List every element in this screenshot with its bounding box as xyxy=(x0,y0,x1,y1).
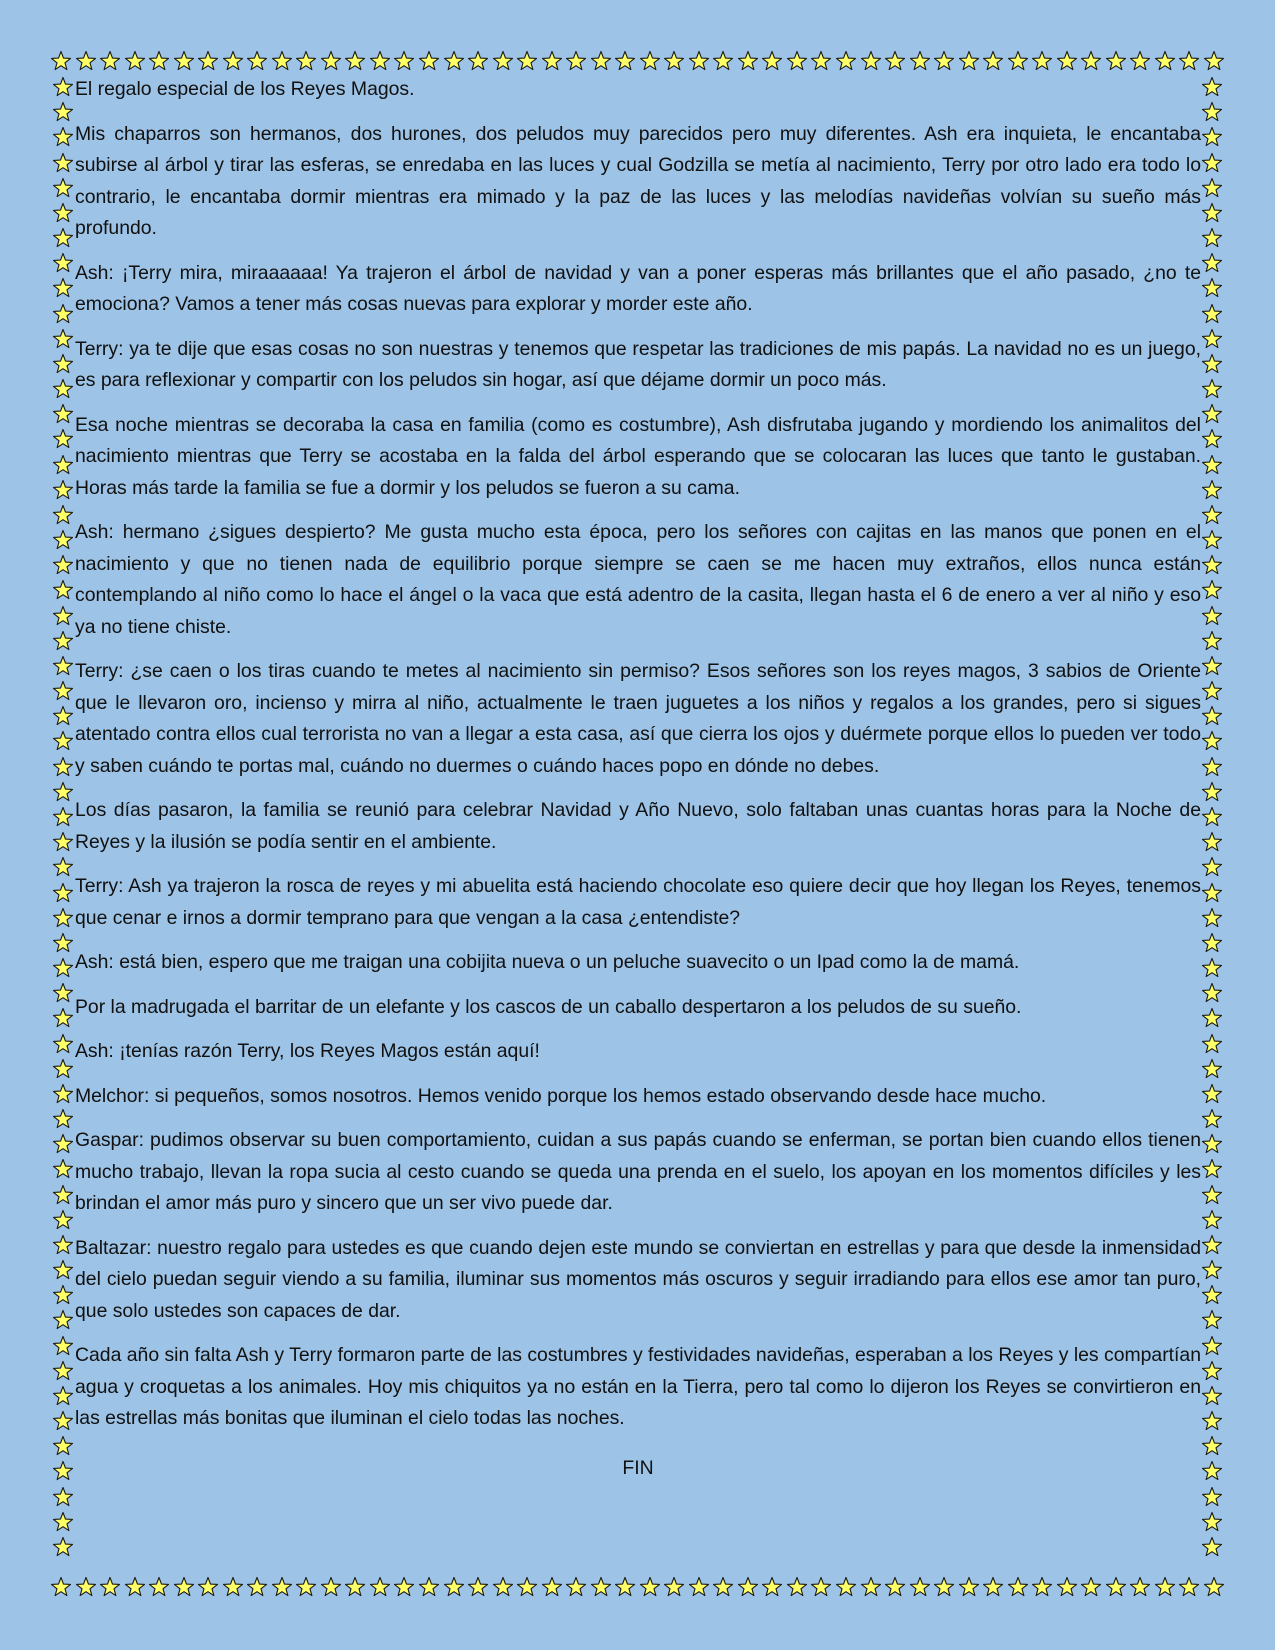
story-body xyxy=(75,74,1201,1497)
star-icon xyxy=(1105,50,1127,72)
star-icon xyxy=(884,50,906,72)
star-icon xyxy=(1201,529,1223,551)
star-icon xyxy=(99,1576,121,1598)
star-icon xyxy=(52,1133,74,1155)
star-icon xyxy=(320,1576,342,1598)
star-icon xyxy=(1201,1460,1223,1482)
star-icon xyxy=(933,1576,955,1598)
star-icon xyxy=(50,1576,72,1598)
star-icon xyxy=(1201,705,1223,727)
star-icon xyxy=(786,50,808,72)
star-icon xyxy=(1201,932,1223,954)
star-icon xyxy=(663,50,685,72)
star-icon xyxy=(52,177,74,199)
star-icon xyxy=(50,50,72,72)
story-paragraph: Ash: ¡Terry mira, miraaaaaa! Ya trajeron el árbol de navidad y van a poner esperas más brillantes que el año pasado, ¿no te emociona? Vamos a tener más cosas nuevas para explorar y morder este año. xyxy=(75,261,1201,315)
star-icon xyxy=(1201,1284,1223,1306)
story-paragraph: Melchor: si pequeños, somos nosotros. Hemos venido porque los hemos estado observando desde hace mucho. xyxy=(75,1084,1047,1107)
star-icon xyxy=(52,1486,74,1508)
star-icon xyxy=(1201,831,1223,853)
star-icon xyxy=(52,579,74,601)
star-icon xyxy=(52,1234,74,1256)
star-icon xyxy=(52,378,74,400)
star-icon xyxy=(516,50,538,72)
star-icon xyxy=(443,50,465,72)
star-icon xyxy=(1201,177,1223,199)
star-icon xyxy=(786,1576,808,1598)
star-icon xyxy=(52,806,74,828)
star-icon xyxy=(1201,554,1223,576)
star-icon xyxy=(1201,353,1223,375)
star-icon xyxy=(1201,1184,1223,1206)
story-ending: FIN xyxy=(622,1456,654,1479)
star-icon xyxy=(1201,1511,1223,1533)
star-icon xyxy=(99,50,121,72)
star-icon xyxy=(52,1435,74,1457)
star-icon xyxy=(1201,655,1223,677)
star-icon xyxy=(52,1410,74,1432)
star-icon xyxy=(909,1576,931,1598)
star-icon xyxy=(52,781,74,803)
star-icon xyxy=(418,50,440,72)
star-icon xyxy=(124,1576,146,1598)
star-icon xyxy=(541,1576,563,1598)
star-icon xyxy=(1201,1007,1223,1029)
star-icon xyxy=(52,705,74,727)
star-icon xyxy=(52,630,74,652)
star-icon xyxy=(1129,1576,1151,1598)
star-icon xyxy=(295,50,317,72)
star-icon xyxy=(663,1576,685,1598)
star-icon xyxy=(52,303,74,325)
story-paragraph: Terry: Ash ya trajeron la rosca de reyes y mi abuelita está haciendo chocolate eso quiere decir que hoy llegan los Reyes, tenemos que cenar e irnos a dormir temprano para que vengan a la casa ¿entendiste? xyxy=(75,875,1201,929)
star-icon xyxy=(52,1158,74,1180)
star-icon xyxy=(52,328,74,350)
star-icon xyxy=(1201,227,1223,249)
star-icon xyxy=(1201,1033,1223,1055)
star-icon xyxy=(1178,1576,1200,1598)
star-icon xyxy=(52,504,74,526)
star-icon xyxy=(1201,277,1223,299)
star-icon xyxy=(1201,428,1223,450)
star-icon xyxy=(860,50,882,72)
star-icon xyxy=(1056,1576,1078,1598)
star-icon xyxy=(467,50,489,72)
star-icon xyxy=(1201,504,1223,526)
star-icon xyxy=(1201,907,1223,929)
star-icon xyxy=(1201,403,1223,425)
star-icon xyxy=(712,1576,734,1598)
story-paragraph: Ash: ¡tenías razón Terry, los Reyes Magos están aquí! xyxy=(75,1040,540,1062)
star-icon xyxy=(1201,1486,1223,1508)
star-icon xyxy=(1031,1576,1053,1598)
star-icon xyxy=(1201,1234,1223,1256)
star-icon xyxy=(1201,806,1223,828)
star-icon xyxy=(1201,781,1223,803)
star-icon xyxy=(810,50,832,72)
story-paragraph: Terry: ya te dije que esas cosas no son nuestras y tenemos que respetar las tradiciones de mis papás. La navidad no es un juego, es para reflexionar y compartir con los peludos sin hogar, así que déjame dormir un poco más. xyxy=(75,337,1201,391)
star-icon xyxy=(52,101,74,123)
star-icon xyxy=(52,907,74,929)
star-icon xyxy=(884,1576,906,1598)
star-icon xyxy=(52,1536,74,1558)
star-icon xyxy=(1201,1058,1223,1080)
star-border-right xyxy=(1199,76,1225,1558)
star-icon xyxy=(52,1184,74,1206)
star-icon xyxy=(52,932,74,954)
star-icon xyxy=(1201,957,1223,979)
star-icon xyxy=(516,1576,538,1598)
star-icon xyxy=(197,1576,219,1598)
star-icon xyxy=(1105,1576,1127,1598)
star-icon xyxy=(1201,630,1223,652)
star-icon xyxy=(1129,50,1151,72)
star-icon xyxy=(1201,680,1223,702)
star-icon xyxy=(52,454,74,476)
star-icon xyxy=(246,50,268,72)
star-icon xyxy=(52,655,74,677)
star-icon xyxy=(1201,1410,1223,1432)
star-icon xyxy=(590,1576,612,1598)
star-icon xyxy=(124,50,146,72)
star-icon xyxy=(1201,1158,1223,1180)
star-icon xyxy=(52,756,74,778)
star-icon xyxy=(1201,378,1223,400)
star-icon xyxy=(737,50,759,72)
star-icon xyxy=(1201,730,1223,752)
star-icon xyxy=(761,50,783,72)
star-icon xyxy=(52,957,74,979)
story-paragraph: Terry: ¿se caen o los tiras cuando te metes al nacimiento sin permiso? Esos señores son los reyes magos, 3 sabios de Oriente que le llevaron oro, incienso y mirra al niño, actualmente le traen juguetes a los niños y regalos a los grandes, pero si sigues atentado contra ellos cual terrorista no van a llegar a esta casa, así que cierra los ojos y duérmete porque ellos lo pueden ver todo y saben cuándo te portas mal, cuándo no duermes o cuándo haces popo en dónde no debes. xyxy=(75,660,1201,777)
star-border-left xyxy=(50,76,76,1558)
star-icon xyxy=(52,1083,74,1105)
star-icon xyxy=(860,1576,882,1598)
star-icon xyxy=(52,1259,74,1281)
star-icon xyxy=(1154,50,1176,72)
star-icon xyxy=(1201,1083,1223,1105)
star-icon xyxy=(52,152,74,174)
star-icon xyxy=(1203,1576,1225,1598)
star-icon xyxy=(1080,1576,1102,1598)
star-icon xyxy=(52,529,74,551)
story-paragraph: Baltazar: nuestro regalo para ustedes es que cuando dejen este mundo se conviertan en estrellas y para que desde la inmensidad del cielo puedan seguir viendo a su familia, iluminar sus momentos más oscuros y seguir irradiando para ellos ese amor tan puro, que solo ustedes son capaces de dar. xyxy=(75,1236,1201,1322)
star-icon xyxy=(909,50,931,72)
star-icon xyxy=(52,680,74,702)
star-icon xyxy=(246,1576,268,1598)
star-icon xyxy=(590,50,612,72)
star-icon xyxy=(1201,882,1223,904)
star-icon xyxy=(52,605,74,627)
star-icon xyxy=(52,856,74,878)
star-icon xyxy=(222,1576,244,1598)
star-icon xyxy=(1080,50,1102,72)
star-icon xyxy=(1201,605,1223,627)
star-icon xyxy=(1201,303,1223,325)
star-icon xyxy=(1201,1108,1223,1130)
star-icon xyxy=(1203,50,1225,72)
star-icon xyxy=(369,1576,391,1598)
star-icon xyxy=(1007,1576,1029,1598)
star-icon xyxy=(639,50,661,72)
star-icon xyxy=(344,50,366,72)
star-icon xyxy=(52,882,74,904)
star-icon xyxy=(52,554,74,576)
star-icon xyxy=(1154,1576,1176,1598)
star-icon xyxy=(443,1576,465,1598)
star-icon xyxy=(541,50,563,72)
star-icon xyxy=(52,252,74,274)
star-icon xyxy=(52,1309,74,1331)
star-icon xyxy=(614,50,636,72)
star-icon xyxy=(639,1576,661,1598)
star-icon xyxy=(197,50,219,72)
star-icon xyxy=(52,227,74,249)
star-icon xyxy=(52,277,74,299)
star-icon xyxy=(52,1033,74,1055)
story-paragraph: Esa noche mientras se decoraba la casa en familia (como es costumbre), Ash disfrutaba jugando y mordiendo los animalitos del nacimiento mientras que Terry se acostaba en la falda del árbol esperando que se colocaran las luces que tanto le gustaban. Horas más tarde la familia se fue a dormir y los peludos se fueron a su cama. xyxy=(75,413,1201,499)
star-icon xyxy=(271,50,293,72)
star-icon xyxy=(52,202,74,224)
star-icon xyxy=(1201,252,1223,274)
star-icon xyxy=(467,1576,489,1598)
star-icon xyxy=(737,1576,759,1598)
star-icon xyxy=(52,1108,74,1130)
star-icon xyxy=(1201,1335,1223,1357)
star-icon xyxy=(1201,1360,1223,1382)
star-icon xyxy=(52,1058,74,1080)
star-icon xyxy=(1201,479,1223,501)
star-icon xyxy=(958,1576,980,1598)
star-icon xyxy=(271,1576,293,1598)
star-icon xyxy=(1201,756,1223,778)
star-icon xyxy=(614,1576,636,1598)
star-icon xyxy=(1056,50,1078,72)
star-icon xyxy=(52,1460,74,1482)
star-icon xyxy=(1201,982,1223,1004)
star-icon xyxy=(1201,1309,1223,1331)
star-border-top xyxy=(50,48,1225,74)
story-paragraph: Cada año sin falta Ash y Terry formaron parte de las costumbres y festividades navideñas, esperaban a los Reyes y les compartían agua y croquetas a los animales. Hoy mis chiquitos ya no están en la Tierra, pero tal como lo dijeron los Reyes se convirtieron en las estrellas más bonitas que iluminan el cielo todas las noches. xyxy=(75,1344,1201,1429)
star-icon xyxy=(52,126,74,148)
star-icon xyxy=(1201,328,1223,350)
star-icon xyxy=(52,479,74,501)
star-icon xyxy=(52,1007,74,1029)
star-icon xyxy=(52,1511,74,1533)
star-icon xyxy=(222,50,244,72)
star-icon xyxy=(958,50,980,72)
star-icon xyxy=(1201,1385,1223,1407)
story-paragraph: Por la madrugada el barritar de un elefante y los cascos de un caballo despertaron a los peludos de su sueño. xyxy=(75,995,1022,1018)
star-icon xyxy=(810,1576,832,1598)
star-icon xyxy=(982,1576,1004,1598)
star-icon xyxy=(173,50,195,72)
star-icon xyxy=(1201,1209,1223,1231)
star-icon xyxy=(75,50,97,72)
star-icon xyxy=(565,50,587,72)
star-icon xyxy=(148,50,170,72)
star-icon xyxy=(52,1360,74,1382)
star-icon xyxy=(1201,1536,1223,1558)
star-icon xyxy=(52,353,74,375)
star-icon xyxy=(1201,1259,1223,1281)
star-icon xyxy=(52,1335,74,1357)
star-icon xyxy=(933,50,955,72)
star-icon xyxy=(418,1576,440,1598)
star-icon xyxy=(1201,126,1223,148)
star-icon xyxy=(52,982,74,1004)
star-icon xyxy=(148,1576,170,1598)
star-icon xyxy=(75,1576,97,1598)
star-icon xyxy=(52,1284,74,1306)
story-paragraph: Ash: está bien, espero que me traigan una cobijita nueva o un peluche suavecito o un Ipad como la de mamá. xyxy=(75,951,1020,973)
star-icon xyxy=(344,1576,366,1598)
star-icon xyxy=(1201,202,1223,224)
star-icon xyxy=(1201,1435,1223,1457)
star-icon xyxy=(1007,50,1029,72)
star-icon xyxy=(835,1576,857,1598)
star-icon xyxy=(761,1576,783,1598)
star-icon xyxy=(1201,856,1223,878)
star-icon xyxy=(320,50,342,72)
story-paragraph: Ash: hermano ¿sigues despierto? Me gusta mucho esta época, pero los señores con cajitas en las manos que ponen en el nacimiento y que no tienen nada de equilibrio porque siempre se caen se me hacen muy extraños, ellos nunca están contemplando al niño como lo hace el ángel o la vaca que está adentro de la casita, llegan hasta el 6 de enero a ver al niño y eso ya no tiene chiste. xyxy=(75,521,1201,638)
star-icon xyxy=(52,1209,74,1231)
star-icon xyxy=(173,1576,195,1598)
star-border-bottom xyxy=(50,1574,1225,1600)
star-icon xyxy=(52,76,74,98)
star-icon xyxy=(1201,101,1223,123)
star-icon xyxy=(52,730,74,752)
story-title: El regalo especial de los Reyes Magos. xyxy=(75,78,415,100)
star-icon xyxy=(52,403,74,425)
star-icon xyxy=(369,50,391,72)
star-icon xyxy=(1201,76,1223,98)
star-icon xyxy=(52,428,74,450)
star-icon xyxy=(1201,579,1223,601)
star-icon xyxy=(835,50,857,72)
star-icon xyxy=(52,831,74,853)
story-paragraph: Los días pasaron, la familia se reunió para celebrar Navidad y Año Nuevo, solo faltaban unas cuantas horas para la Noche de Reyes y la ilusión se podía sentir en el ambiente. xyxy=(75,799,1201,853)
star-icon xyxy=(712,50,734,72)
star-icon xyxy=(393,1576,415,1598)
star-icon xyxy=(982,50,1004,72)
star-icon xyxy=(492,1576,514,1598)
star-icon xyxy=(1201,152,1223,174)
story-paragraph: Mis chaparros son hermanos, dos hurones, dos peludos muy parecidos pero muy diferentes. Ash era inquieta, le encantaba subirse al árbol y tirar las esferas, se enredaba en las luces y cual Godzilla se metía al nacimiento, Terry por otro lado era todo lo contrario, le encantaba dormir mientras era mimado y la paz de las luces y las melodías navideñas volvían su sueño más profundo. xyxy=(75,122,1201,239)
star-icon xyxy=(1201,454,1223,476)
star-icon xyxy=(492,50,514,72)
star-icon xyxy=(688,1576,710,1598)
star-icon xyxy=(1201,1133,1223,1155)
star-icon xyxy=(393,50,415,72)
star-icon xyxy=(295,1576,317,1598)
star-icon xyxy=(52,1385,74,1407)
star-icon xyxy=(1178,50,1200,72)
star-icon xyxy=(1031,50,1053,72)
story-paragraph: Gaspar: pudimos observar su buen comportamiento, cuidan a sus papás cuando se enferman, se portan bien cuando ellos tienen mucho trabajo, llevan la ropa sucia al cesto cuando se queda una prenda en el suelo, los apoyan en los momentos difíciles y les brindan el amor más puro y sincero que un ser vivo puede dar. xyxy=(75,1129,1201,1214)
star-icon xyxy=(565,1576,587,1598)
star-icon xyxy=(688,50,710,72)
